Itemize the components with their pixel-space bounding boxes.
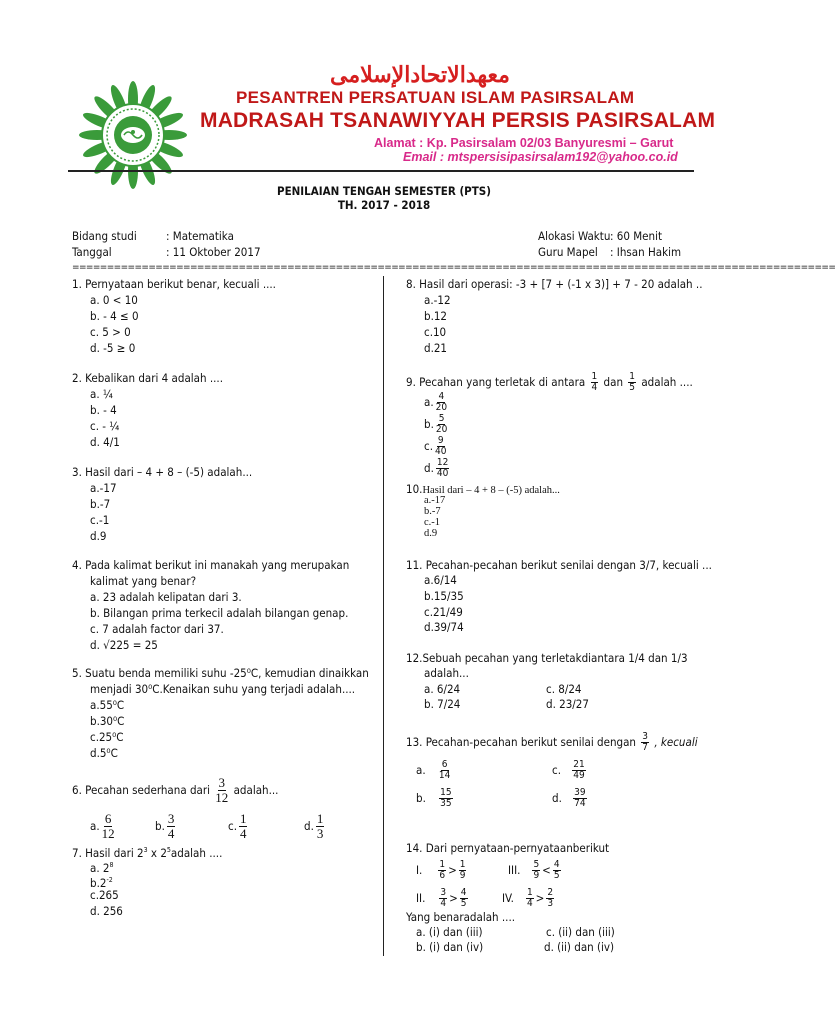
denominator: 12 [101,826,115,841]
option-b [424,414,449,435]
numerator: 4 [460,887,467,898]
question-text: 11. Pecahan-pecahan berikut senilai dengan 3/7, kecuali ... [406,558,712,572]
fraction [438,860,446,881]
roman-numeral: I. [416,863,423,877]
option-a [416,760,452,781]
option-letter: c. [228,819,237,833]
option-letter: c. [552,763,561,777]
numerator: 9 [437,435,444,446]
question-text-cont: kalimat yang benar? [90,574,197,588]
statement-i [416,860,468,881]
statement-iv [502,888,556,909]
denominator: 12 [215,790,229,805]
exponent: -2 [106,876,113,884]
date-value: : 11 Oktober 2017 [166,245,261,259]
option-d: d.9 [90,529,107,543]
option-c [424,436,448,457]
question-text: 4. Pada kalimat berikut ini manakah yang merupakan [72,558,350,572]
option-letter: c. [424,439,433,453]
option-b [155,812,177,841]
option-b [416,788,455,809]
fraction [316,812,325,841]
numerator: 5 [438,413,445,424]
pesantren-name: PESANTREN PERSATUAN ISLAM PASIRSALAM [236,88,635,107]
fraction [572,760,585,781]
numerator: 6 [441,759,448,770]
time-value: : 60 Menit [610,229,663,243]
fraction [439,760,450,781]
option-c: c. 5 > 0 [90,325,131,339]
question-part: 7. Hasil dari 2 [72,845,144,860]
option-c: c.21/49 [424,605,463,619]
denominator: 3 [316,826,324,841]
question-part: x 2 [147,845,167,860]
time-label: Alokasi Waktu [538,229,611,243]
fraction [436,414,447,435]
fraction [628,372,636,393]
numerator: 1 [591,371,598,382]
denominator: 14 [438,770,451,781]
operator: > [449,891,458,905]
option-c [552,760,588,781]
question-text-cont: menjadi 30⁰C.Kenaikan suhu yang terjadi adalah.... [90,682,356,696]
denominator: 5 [460,898,467,909]
option-b: b.12 [424,309,448,323]
denominator: 5 [553,870,560,881]
question-suffix: adalah... [233,783,279,797]
numerator: 2 [547,887,554,898]
option-b: b.30⁰C [90,714,125,728]
option-a: a. 0 < 10 [90,293,138,307]
numerator: 3 [167,811,175,826]
numerator: 4 [438,391,445,402]
statement-iii [508,860,563,881]
numerator: 3 [642,731,649,742]
denominator: 49 [573,770,585,781]
option-b: b. - 4 ≤ 0 [90,309,139,323]
numerator: 3 [218,775,226,790]
fraction [215,776,228,805]
fraction [439,888,447,909]
option-b: b.-7 [424,506,441,517]
option-a: a. ¼ [90,387,113,401]
question-text-cont: adalah... [424,666,469,680]
numerator: 1 [629,371,636,382]
option-d: d. (ii) dan (iv) [544,940,615,954]
fraction [102,812,115,841]
option-d: d.9 [424,528,438,539]
option-c: c. - ¼ [90,419,120,433]
option-letter: b. [155,819,165,833]
option-text: a. 2 [90,860,110,875]
operator: > [535,891,545,905]
question-text: 3. Hasil dari – 4 + 8 – (-5) adalah... [72,465,253,479]
question-prompt: Yang benaradalah .... [406,910,516,924]
school-email: Email : mtspersisipasirsalam192@yahoo.co.id [403,150,678,164]
exam-title: PENILAIAN TENGAH SEMESTER (PTS) [277,184,491,198]
option-b: b. (i) dan (iv) [416,940,484,954]
option-text: b.2 [90,875,107,890]
school-address: Alamat : Kp. Pasirsalam 02/03 Banyuresmi – Garut [374,136,674,150]
option-letter: d. [304,819,314,833]
option-d: d.21 [424,341,448,355]
denominator: 40 [434,446,447,457]
option-c: c. (ii) dan (iii) [546,925,615,939]
option-d: d. 256 [90,904,123,918]
option-d: d. 4/1 [90,435,120,449]
question-text: 14. Dari pernyataan-pernyataanberikut [406,841,610,855]
fraction [591,372,599,393]
option-c [228,812,249,841]
question-prefix: 6. Pecahan sederhana dari [72,783,210,797]
fraction [526,888,534,909]
option-a [424,392,449,413]
option-letter: b. [416,791,426,805]
operator: > [448,863,457,877]
option-d [552,788,589,809]
option-c: c. 8/24 [546,682,582,696]
question-text [406,372,693,393]
numerator: 1 [316,811,324,826]
question-text [72,776,278,805]
numerator: 3 [440,887,447,898]
column-divider [383,276,384,956]
option-d: d.5⁰C [90,746,118,760]
question-part: dan [603,375,623,389]
option-c: c.10 [424,325,447,339]
exponent: 5 [166,846,171,854]
fraction [553,860,561,881]
separator-line: ============================================================================================================== [72,262,835,273]
denominator: 7 [642,742,649,753]
question-text: 12.Sebuah pecahan yang terletakdiantara 1/4 dan 1/3 [406,651,688,665]
option-a: a. 23 adalah kelipatan dari 3. [90,590,242,604]
denominator: 20 [435,424,448,435]
option-a: a.6/14 [424,573,457,587]
denominator: 4 [440,898,447,909]
question-prefix: 9. Pecahan yang terletak di antara [406,375,586,389]
exponent: 8 [109,861,114,869]
numerator: 15 [440,787,452,798]
option-c: c. 7 adalah factor dari 37. [90,622,224,636]
option-d: d. √225 = 25 [90,638,158,652]
fraction [641,732,649,753]
option-a: a. 6/24 [424,682,461,696]
fraction [436,458,449,479]
question-suffix: adalah .... [641,375,693,389]
option-d: d.39/74 [424,620,464,634]
fraction [239,812,248,841]
denominator: 74 [574,798,586,809]
denominator: 40 [436,468,449,479]
option-a: a.55⁰C [90,698,125,712]
date-label: Tanggal [72,245,112,259]
header-divider [68,170,694,172]
exponent: 3 [143,846,148,854]
statement-ii [416,888,470,909]
question-part: adalah .... [170,845,223,860]
denominator: 9 [459,870,466,881]
option-letter: d. [552,791,562,805]
fraction [573,788,586,809]
roman-numeral: III. [508,863,521,877]
question-text: 1. Pernyataan berikut benar, kecuali .... [72,277,276,291]
question-text [406,482,560,496]
option-d: d. 23/27 [546,697,589,711]
option-b: b. 7/24 [424,697,461,711]
option-letter: a. [424,395,434,409]
denominator: 6 [439,870,446,881]
option-d: d. -5 ≥ 0 [90,341,136,355]
question-prefix: 13. Pecahan-pecahan berikut senilai dengan [406,735,636,749]
school-logo [72,82,194,188]
denominator: 4 [591,382,598,393]
madrasah-name: MADRASAH TSANAWIYYAH PERSIS PASIRSALAM [200,109,716,132]
option-b: b.15/35 [424,589,464,603]
fraction [459,860,467,881]
fraction [167,812,176,841]
denominator: 3 [547,898,554,909]
denominator: 35 [440,798,452,809]
numerator: 12 [436,457,449,468]
question-text: 5. Suatu benda memiliki suhu -25⁰C, kemudian dinaikkan [72,666,369,680]
option-a: a.-17 [424,495,446,506]
subject-value: : Matematika [166,229,234,243]
subject-label: Bidang studi [72,229,137,243]
numerator: 1 [526,887,533,898]
option-d [424,458,451,479]
numerator: 1 [239,811,247,826]
fraction [439,788,452,809]
option-a: a.-17 [90,481,117,495]
teacher-label: Guru Mapel [538,245,598,259]
option-a: a.-12 [424,293,451,307]
numerator: 1 [459,859,466,870]
option-b: b. Bilangan prima terkecil adalah bilangan genap. [90,606,349,620]
denominator: 20 [435,402,448,413]
question-body: Hasil dari – 4 + 8 – (-5) adalah... [422,485,560,496]
option-c: c.25⁰C [90,730,124,744]
option-c: c.-1 [424,517,441,528]
denominator: 5 [629,382,636,393]
fraction [460,888,468,909]
option-letter: a. [416,763,426,777]
question-text: 8. Hasil dari operasi: -3 + [7 + (-1 x 3)] + 7 - 20 adalah .. [406,277,703,291]
numerator: 6 [104,811,112,826]
denominator: 4 [526,898,533,909]
arabic-school-name: معهدالاتحادالإسلامى [330,62,510,88]
question-text [406,732,698,753]
fraction [436,392,447,413]
numerator: 5 [533,859,540,870]
operator: < [542,863,551,877]
fraction [546,888,554,909]
option-d [304,812,326,841]
numerator: 4 [553,859,560,870]
denominator: 4 [239,826,247,841]
roman-numeral: IV. [502,891,514,905]
denominator: 4 [167,826,175,841]
option-letter: b. [424,417,434,431]
roman-numeral: II. [416,891,426,905]
fraction [532,860,540,881]
numerator: 1 [439,859,446,870]
numerator: 39 [574,787,586,798]
option-a: a. (i) dan (iii) [416,925,483,939]
teacher-value: : Ihsan Hakim [610,245,682,259]
option-a [90,812,117,841]
numerator: 21 [573,759,585,770]
option-c: c.265 [90,888,119,902]
exam-year: TH. 2017 - 2018 [337,198,431,212]
option-b: b.-7 [90,497,111,511]
option-letter: a. [90,819,100,833]
question-number: 10. [406,482,423,496]
question-suffix: , kecuali [654,735,698,749]
option-b: b. - 4 [90,403,117,417]
fraction [435,436,446,457]
option-letter: d. [424,461,434,475]
denominator: 9 [533,870,540,881]
question-text: 2. Kebalikan dari 4 adalah .... [72,371,223,385]
option-c: c.-1 [90,513,110,527]
